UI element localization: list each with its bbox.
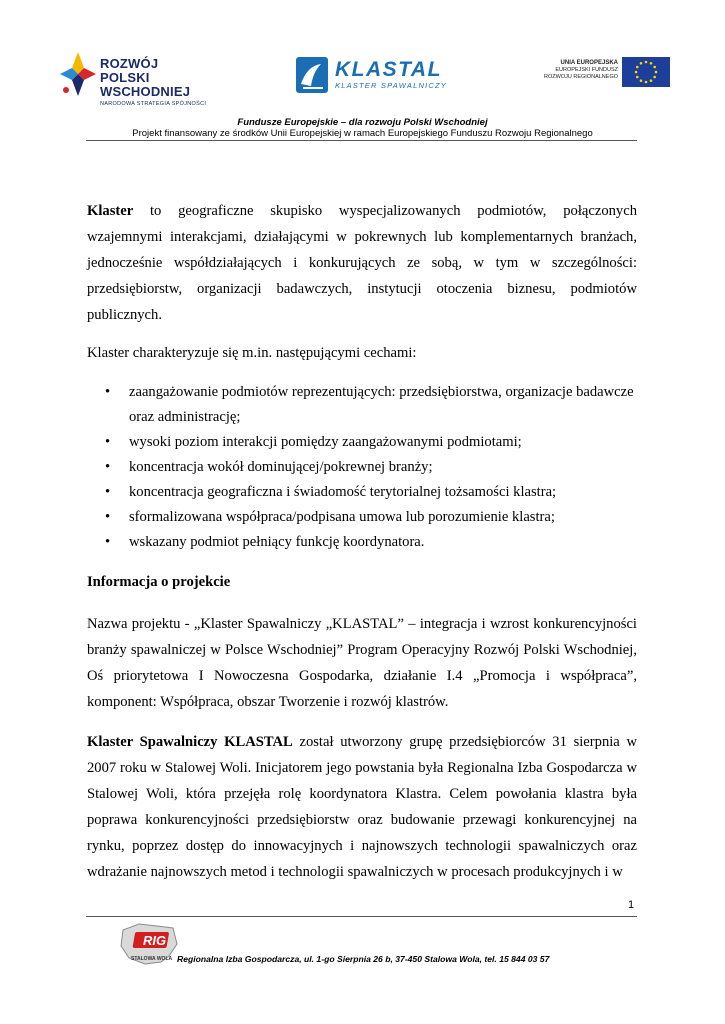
eu-line2: EUROPEJSKI FUNDUSZ [555, 67, 618, 73]
footer-address: Regionalna Izba Gospodarcza, ul. 1-go Sierpnia 26 b, 37-450 Stalowa Wola, tel. 15 844 03 57 [177, 954, 550, 964]
rpw-line2: POLSKI WSCHODNIEJ [100, 70, 191, 99]
paragraph-project-name: Nazwa projektu - „Klaster Spawalniczy „KLASTAL” – integracja i wzrost konkurencyjności branży spawalniczej w Polsce Wschodniej” Program Operacyjny Rozwój Polski Wschodniej, Oś priorytetowa I Nowoczesna Gospodarka, działanie I.4 „Promocja i współpraca”, komponent: Współpraca, obszar Tworzenie i rozwój klastrów. [87, 616, 637, 710]
footer-divider [86, 916, 637, 917]
list-item-text: koncentracja wokół dominującej/pokrewnej branży; [129, 459, 433, 475]
list-item [87, 455, 637, 480]
paragraph-characteristics-intro: Klaster charakteryzuje się m.in. następującymi cechami: [87, 345, 417, 361]
bullet-icon: • [105, 484, 111, 500]
list-item [87, 530, 637, 555]
rpw-line1: ROZWÓJ [100, 56, 159, 71]
bullet-icon: • [105, 534, 111, 550]
list-item-text: zaangażowanie podmiotów reprezentujących: przedsiębiorstwa, organizacje badawcze oraz administrację; [129, 384, 634, 425]
eu-logo-text [544, 59, 618, 81]
header-divider [86, 140, 637, 141]
paragraph-klastal-history [87, 729, 637, 885]
star-logo-icon [58, 50, 98, 98]
eu-flag-icon [622, 57, 670, 87]
eu-logo [544, 57, 670, 89]
list-item [87, 505, 637, 530]
rpw-logo-text [100, 57, 233, 107]
list-item [87, 430, 637, 455]
welding-mark-icon [295, 56, 329, 96]
list-item-text: wskazany podmiot pełniący funkcję koordynatora. [129, 534, 425, 550]
bullet-icon: • [105, 459, 111, 475]
cluster-definition-text: to geograficzne skupisko wyspecjalizowanych podmiotów, połączonych wzajemnymi interakcjami, działającymi w pokrewnych lub komplementarnych branżach, jednocześnie współdziałających i konkurujących ze sobą, w tym w szczególności: przedsiębiorstw, organizacji badawczych, instytucji otoczenia biznesu, podmiotów publicznych. [87, 203, 637, 323]
rpw-line3: NARODOWA STRATEGIA SPÓJNOŚCI [100, 101, 207, 107]
rig-map-icon [117, 922, 181, 966]
list-item [87, 380, 637, 430]
bullet-icon: • [105, 509, 111, 525]
list-item [87, 480, 637, 505]
section-heading-project-info: Informacja o projekcie [87, 574, 231, 590]
klastal-logo-text [335, 59, 447, 90]
document-body [87, 198, 637, 885]
klastal-logo [295, 56, 455, 98]
term-klastal: Klaster Spawalniczy KLASTAL [87, 734, 293, 750]
list-item-text: sformalizowana współpraca/podpisana umowa lub porozumienie klastra; [129, 509, 555, 525]
klastal-history-text: został utworzony grupę przedsiębiorców 31 sierpnia w 2007 roku w Stalowej Woli. Inicjatorem jego powstania była Regionalna Izba Gospodarcza w Stalowej Woli, która przejęła rolę koordynatora Klastra. Celem powołania klastra była poprawa konkurencyjności przedsiębiorstw oraz budowanie przewagi konkurencyjnej na rynku, poprzez dostęp do innowacyjnych i najnowszych technologii spawalniczych oraz wdrażanie najnowszych metod i technologii spawalniczych w procesach produkcyjnych i w [87, 734, 637, 880]
eu-line1: UNIA EUROPEJSKA [560, 60, 618, 66]
term-klaster: Klaster [87, 203, 134, 219]
funding-header-title: Fundusze Europejskie – dla rozwoju Polski Wschodniej [237, 117, 488, 128]
rig-logo [117, 922, 181, 966]
list-item-text: koncentracja geograficzna i świadomość terytorialnej tożsamości klastra; [129, 484, 557, 500]
bullet-icon: • [105, 434, 111, 450]
funding-header-subtitle: Projekt finansowany ze środków Unii Europejskiej w ramach Europejskiego Funduszu Rozwoju Regionalnego [132, 128, 593, 139]
bullet-icon: • [105, 384, 111, 400]
klastal-subtitle: KLASTER SPAWALNICZY [335, 81, 447, 90]
paragraph-cluster-definition [87, 198, 637, 328]
list-item-text: wysoki poziom interakcji pomiędzy zaangażowanymi podmiotami; [129, 434, 522, 450]
characteristics-list [87, 380, 637, 555]
rig-logo-text: RIG [143, 933, 167, 948]
klastal-name: KLASTAL [335, 58, 442, 81]
rozwoj-polski-wschodniej-logo [58, 50, 233, 107]
rig-logo-subtext: STALOWA WOLA [131, 956, 173, 962]
eu-line3: ROZWOJU REGIONALNEGO [544, 74, 618, 80]
page-number: 1 [628, 899, 635, 911]
